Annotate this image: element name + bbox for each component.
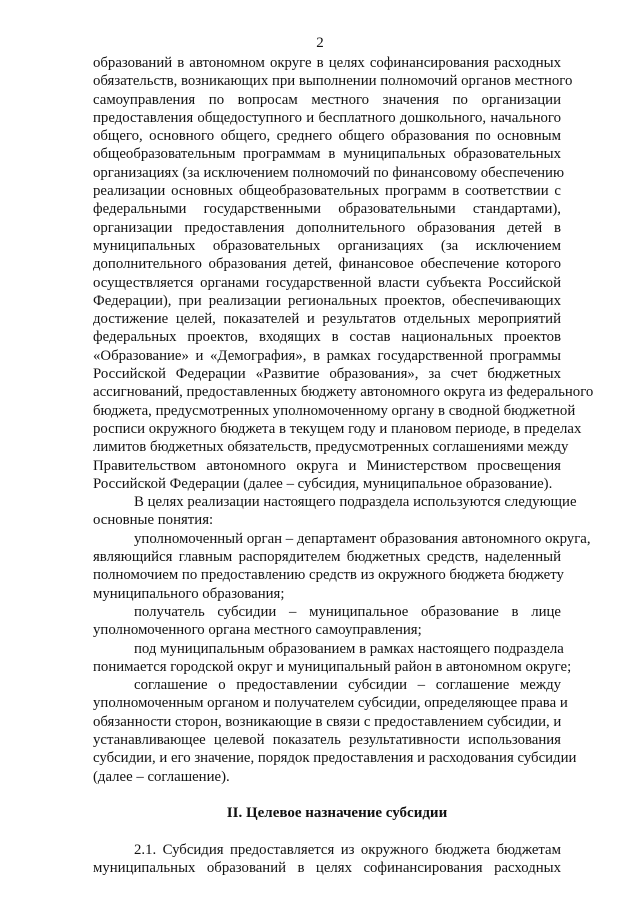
text-line: организациях (за исключением полномочий по финансовому обеспечению [93,164,564,181]
text-line: дополнительного образования детей, финансовое обеспечение которого [93,256,561,273]
text-line: Правительством автономного округа и Министерством просвещения [93,457,561,474]
text-line: обязанности сторон, возникающие в связи с предоставлением субсидии, и [93,713,562,730]
paragraph [93,530,591,603]
text-line: понимается городской округ и муниципальный район в автономном округе; [93,658,572,675]
text-line: муниципальных образовательных организациях (за исключением [93,237,561,254]
text-line: федеральных проектов, входящих в состав национальных проектов [93,329,561,346]
text-line: (далее – соглашение). [93,768,230,785]
text-line: устанавливающее целевой показатель результативности использования [93,731,561,748]
text-line: предоставления общедоступного и бесплатного дошкольного, начального [93,109,561,126]
text-line: основные понятия: [93,512,214,529]
text-line: обязательств, возникающих при выполнении полномочий органов местного [93,73,573,90]
text-line: Российской Федерации «Развитие образования», за счет бюджетных [93,366,561,383]
text-line: уполномоченный орган – департамент образования автономного округа, [134,530,591,547]
text-line: ассигнований, предоставленных бюджету автономного округа из федерального [93,384,594,401]
text-line: являющийся главным распорядителем бюджетных средств, наделенный [93,549,561,566]
text-line: «Образование» и «Демография», в рамках государственной программы [93,347,561,364]
text-line: общеобразовательным программам в муниципальных образовательных [93,146,561,163]
text-line: субсидии, и его значение, порядок предоставления и расходования субсидии [93,750,577,767]
text-line: муниципальных образований в целях софинансирования расходных [93,860,561,877]
text-line: уполномоченным органом и получателем субсидии, определяющее права и [93,695,568,712]
paragraphs-before-heading [93,54,594,786]
section-heading: II. Целевое назначение субсидии [226,805,448,822]
document-body [93,54,594,877]
text-line: образований в автономном округе в целях софинансирования расходных [93,55,561,71]
text-line: В целях реализации настоящего подраздела используются следующие [134,494,577,511]
text-line: Федерации), при реализации региональных проектов, обеспечивающих [93,292,561,309]
text-line: организации предоставления дополнительного образования детей в [93,219,561,236]
paragraph [93,640,572,677]
text-line: самоуправления по вопросам местного значения по организации [93,91,561,108]
text-line: федеральными государственными образовательными стандартами), [93,201,561,218]
paragraphs-after-heading [93,841,561,878]
paragraph [93,676,577,786]
paragraph [93,841,561,878]
paragraph [93,603,561,640]
text-line: полномочием по предоставлению средств из окружного бюджета бюджету [93,567,564,584]
text-line: муниципального образования; [93,585,285,602]
text-line: уполномоченного органа местного самоуправления; [93,622,422,639]
text-line: Российской Федерации (далее – субсидия, муниципальное образование). [93,475,553,492]
text-line: росписи окружного бюджета в текущем году и плановом периоде, в пределах [93,420,582,437]
text-line: достижение целей, показателей и результатов отдельных мероприятий [93,311,561,328]
text-line: соглашение о предоставлении субсидии – соглашение между [134,677,561,694]
text-line: общего, основного общего, среднего общего образования по основным [93,128,561,145]
paragraph [93,493,577,530]
text-line: 2.1. Субсидия предоставляется из окружного бюджета бюджетам [134,841,561,858]
text-line: под муниципальным образованием в рамках настоящего подраздела [134,640,564,657]
text-line: реализации основных общеобразовательных программ в соответствии с [93,183,561,200]
text-line: осуществляется органами государственной власти субъекта Российской [93,274,561,291]
text-line: получатель субсидии – муниципальное образование в лице [134,603,561,620]
page-number: 2 [316,35,324,51]
text-line: лимитов бюджетных обязательств, предусмотренных соглашениями между [93,439,569,456]
text-line: бюджета, предусмотренных уполномоченному органу в сводной бюджетной [93,402,576,419]
paragraph [93,54,594,493]
